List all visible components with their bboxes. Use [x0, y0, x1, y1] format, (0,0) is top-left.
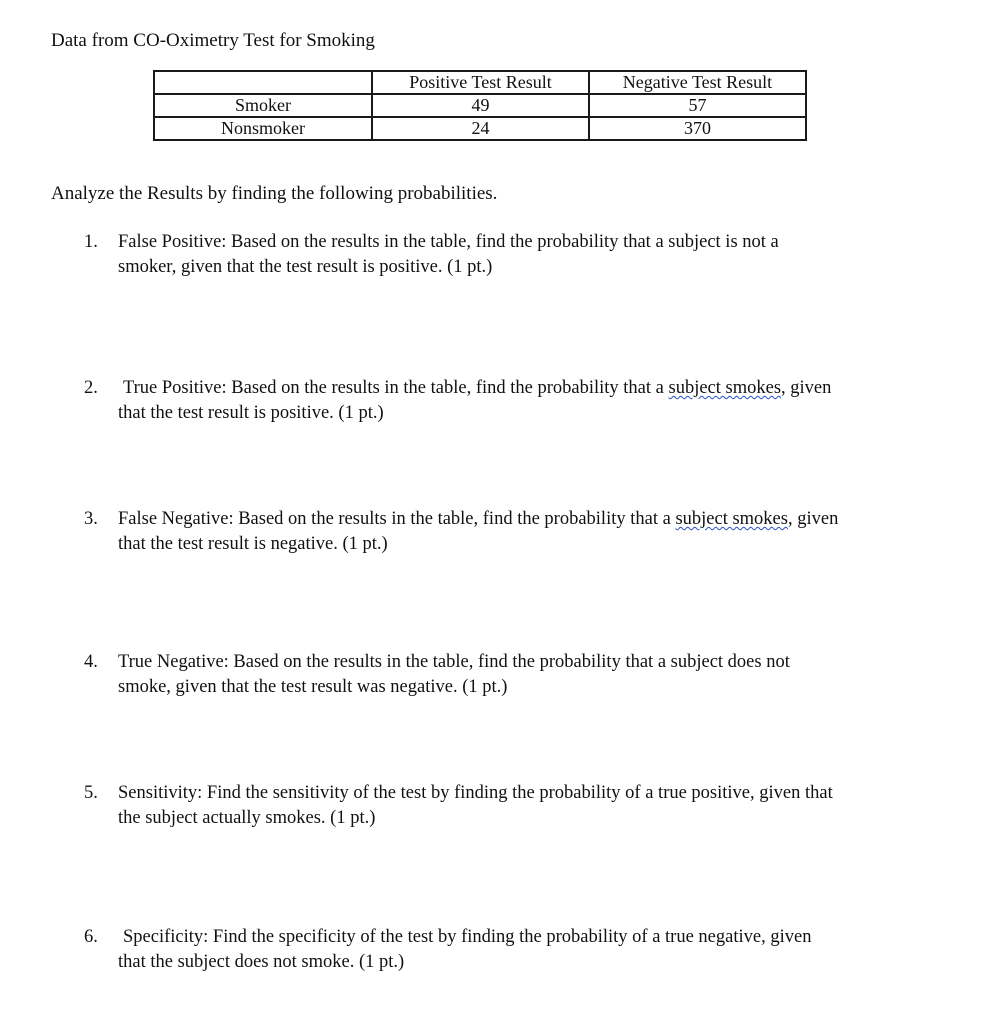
- table-cell: 370: [589, 117, 806, 140]
- results-table: [153, 70, 807, 141]
- question-text-line: smoke, given that the test result was negative. (1 pt.): [118, 677, 508, 697]
- question-text-line: [118, 509, 838, 530]
- question-text-line: that the test result is negative. (1 pt.): [118, 534, 388, 554]
- question-text-line: True Negative: Based on the results in the table, find the probability that a subject does not: [118, 652, 790, 672]
- table-header-positive: Positive Test Result: [372, 71, 589, 94]
- question-number: 5.: [84, 783, 98, 803]
- table-row: [154, 94, 806, 117]
- table-header-cell-empty: [154, 71, 372, 94]
- question-text: , given: [787, 509, 839, 529]
- table-header-negative: Negative Test Result: [589, 71, 806, 94]
- table-row: [154, 117, 806, 140]
- document-title: Data from CO-Oximetry Test for Smoking: [51, 30, 375, 51]
- table-cell: 57: [589, 94, 806, 117]
- question-text-line: Specificity: Find the specificity of the test by finding the probability of a true negative, given: [123, 927, 812, 947]
- table-cell: 49: [372, 94, 589, 117]
- table-header-row: [154, 71, 806, 94]
- question-text-line: that the test result is positive. (1 pt.): [118, 403, 384, 423]
- question-text: True Positive: Based on the results in the table, find the probability that a: [123, 378, 669, 398]
- question-number: 3.: [84, 509, 98, 529]
- question-text-line: Sensitivity: Find the sensitivity of the test by finding the probability of a true positive, given that: [118, 783, 833, 803]
- question-text: , given: [781, 378, 832, 398]
- spellcheck-underlined-text: subject smokes: [668, 378, 782, 398]
- instructions-text: Analyze the Results by finding the following probabilities.: [51, 183, 498, 204]
- question-number: 6.: [84, 927, 98, 947]
- question-number: 2.: [84, 378, 98, 398]
- row-label-nonsmoker: Nonsmoker: [154, 117, 372, 140]
- row-label-smoker: Smoker: [154, 94, 372, 117]
- question-text: False Negative: Based on the results in the table, find the probability that a: [118, 509, 676, 529]
- question-text-line: False Positive: Based on the results in the table, find the probability that a subject is not a: [118, 232, 779, 252]
- question-text-line: smoker, given that the test result is positive. (1 pt.): [118, 257, 493, 277]
- question-text-line: that the subject does not smoke. (1 pt.): [118, 952, 405, 972]
- question-number: 4.: [84, 652, 98, 672]
- question-text-line: the subject actually smokes. (1 pt.): [118, 808, 376, 828]
- spellcheck-underlined-text: subject smokes: [675, 509, 788, 529]
- table-cell: 24: [372, 117, 589, 140]
- question-text-line: [123, 378, 831, 399]
- question-number: 1.: [84, 232, 98, 252]
